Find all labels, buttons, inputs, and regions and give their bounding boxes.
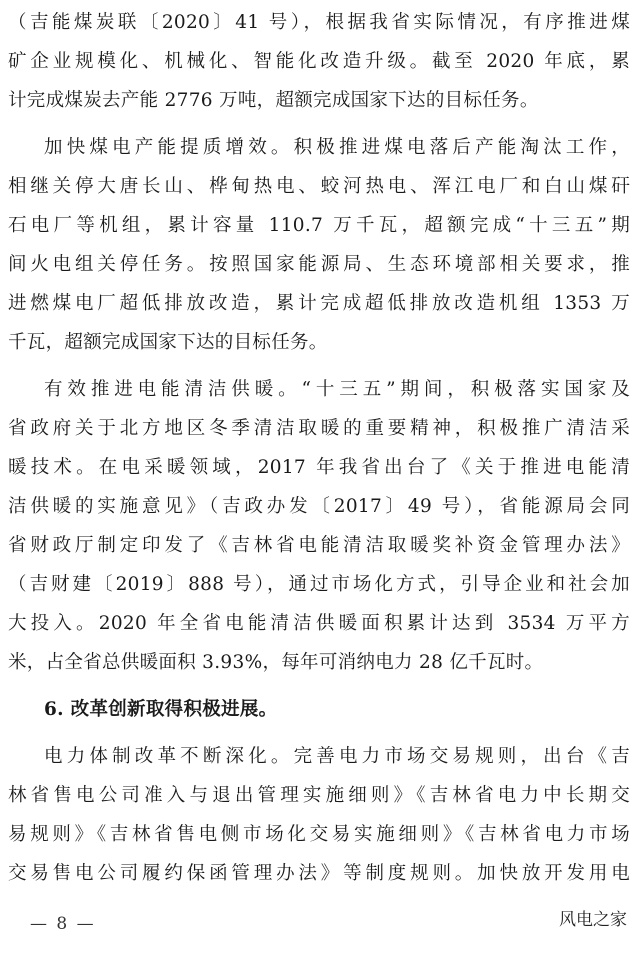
text-line: 电力体制改革不断深化。完善电力市场交易规则，出台《吉 [44, 746, 630, 767]
text-line: 石电厂等机组，累计容量 110.7 万千瓦，超额完成“十三五”期 [8, 215, 630, 236]
text-line: 千瓦，超额完成国家下达的目标任务。 [8, 332, 328, 353]
text-line: 米，占全省总供暖面积 3.93%，每年可消纳电力 28 亿千瓦时。 [8, 652, 544, 673]
section-heading: 6. 改革创新取得积极进展。 [44, 699, 278, 720]
text-line: 省政府关于北方地区冬季清洁取暖的重要精神，积极推广清洁采 [8, 418, 630, 439]
text-line: 计完成煤炭去产能 2776 万吨，超额完成国家下达的目标任务。 [8, 90, 539, 111]
text-line: 暖技术。在电采暖领域，2017 年我省出台了《关于推进电能清 [8, 457, 630, 478]
page-number: — 8 — [30, 914, 96, 934]
text-line: 易规则》《吉林省售电侧市场化交易实施细则》《吉林省电力市场 [8, 824, 630, 845]
text-line: 相继关停大唐长山、桦甸热电、蛟河热电、浑江电厂和白山煤矸 [8, 176, 630, 197]
text-line: 交易售电公司履约保函管理办法》等制度规则。加快放开发用电 [8, 863, 630, 884]
text-line: （吉能煤炭联〔2020〕41 号），根据我省实际情况，有序推进煤 [8, 12, 630, 33]
text-line: 林省售电公司准入与退出管理实施细则》《吉林省电力中长期交 [8, 785, 630, 806]
text-line: 间火电组关停任务。按照国家能源局、生态环境部相关要求，推 [8, 254, 630, 275]
text-line: 进燃煤电厂超低排放改造，累计完成超低排放改造机组 1353 万 [8, 293, 630, 314]
text-line: 加快煤电产能提质增效。积极推进煤电落后产能淘汰工作， [44, 137, 630, 158]
watermark-text: 风电之家 [559, 910, 627, 930]
text-line: 大投入。2020 年全省电能清洁供暖面积累计达到 3534 万平方 [8, 613, 630, 634]
text-line: （吉财建〔2019〕888 号），通过市场化方式，引导企业和社会加 [8, 574, 630, 595]
text-line: 省财政厅制定印发了《吉林省电能清洁取暖奖补资金管理办法》 [8, 535, 630, 556]
text-line: 有效推进电能清洁供暖。“十三五”期间，积极落实国家及 [44, 379, 630, 400]
text-line: 矿企业规模化、机械化、智能化改造升级。截至 2020 年底，累 [8, 51, 630, 72]
text-line: 洁供暖的实施意见》（吉政办发〔2017〕49 号），省能源局会同 [8, 496, 630, 517]
